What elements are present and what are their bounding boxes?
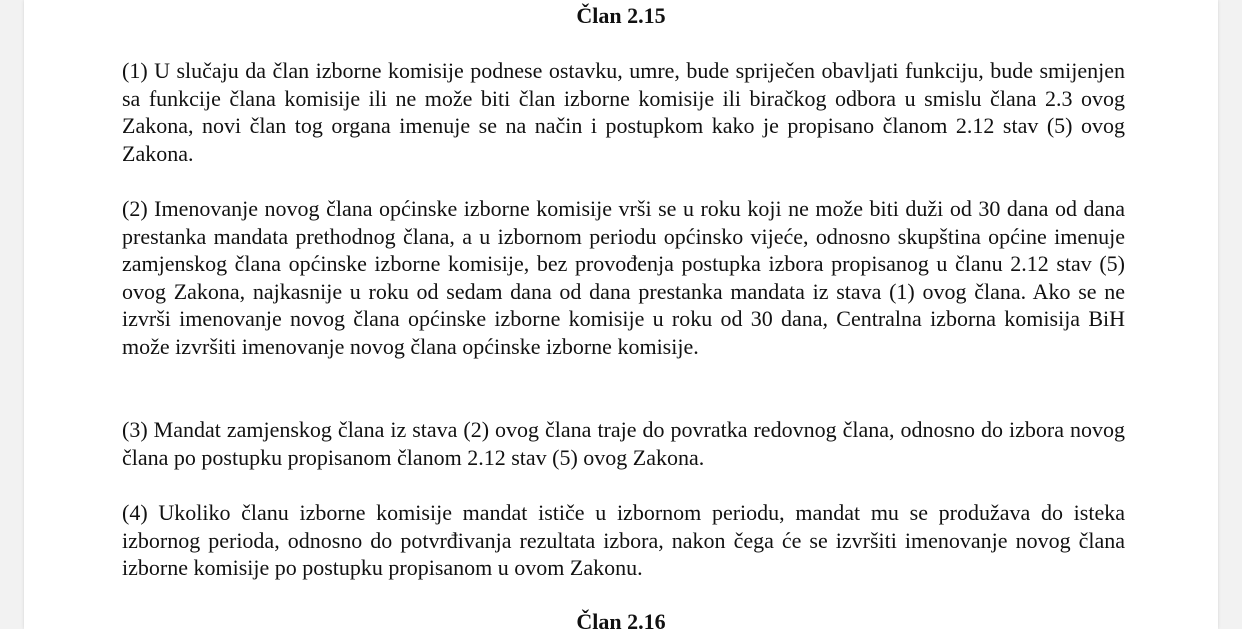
paragraph-1 bbox=[122, 57, 1125, 167]
paragraph-3 bbox=[122, 416, 1125, 471]
paragraph-3-text: (3) Mandat zamjenskog člana iz stava (2) ovog člana traje do povratka redovnog člana, odnosno do izbora novog člana po postupku propisanom članom 2.12 stav (5) ovog Zakona. bbox=[122, 417, 1125, 470]
article-heading-2-15: Član 2.15 bbox=[576, 3, 666, 28]
paragraph-2 bbox=[122, 195, 1125, 360]
paragraph-4 bbox=[122, 499, 1125, 582]
paragraph-1-text: (1) U slučaju da član izborne komisije podnese ostavku, umre, bude spriječen obavljati funkciju, bude smijenjen sa funkcije člana komisije ili ne može biti član izborne komisije ili biračkog odbora u smislu člana 2.3 ovog Zakona, novi član tog organa imenuje se na način i postupkom kako je propisano članom 2.12 stav (5) ovog Zakona. bbox=[122, 58, 1125, 166]
article-heading-2-16: Član 2.16 bbox=[576, 609, 666, 629]
paragraph-4-text: (4) Ukoliko članu izborne komisije mandat ističe u izbornom periodu, mandat mu se produžava do isteka izbornog perioda, odnosno do potvrđivanja rezultata izbora, nakon čega će se izvršiti imenovanje novog člana izborne komisije po postupku propisanom u ovom Zakonu. bbox=[122, 500, 1125, 580]
paragraph-2-text: (2) Imenovanje novog člana općinske izborne komisije vrši se u roku koji ne može biti duži od 30 dana od dana prestanka mandata prethodnog člana, a u izbornom periodu općinsko vijeće, odnosno skupština općine imenuje zamjenskog člana općinske izborne komisije, bez provođenja postupka izbora propisanog u članu 2.12 stav (5) ovog Zakona, najkasnije u roku od sedam dana od dana prestanka mandata iz stava (1) ovog člana. Ako se ne izvrši imenovanje novog člana općinske izborne komisije u roku od 30 dana, Centralna izborna komisija BiH može izvršiti imenovanje novog člana općinske izborne komisije. bbox=[122, 196, 1125, 359]
document-page bbox=[24, 0, 1218, 629]
